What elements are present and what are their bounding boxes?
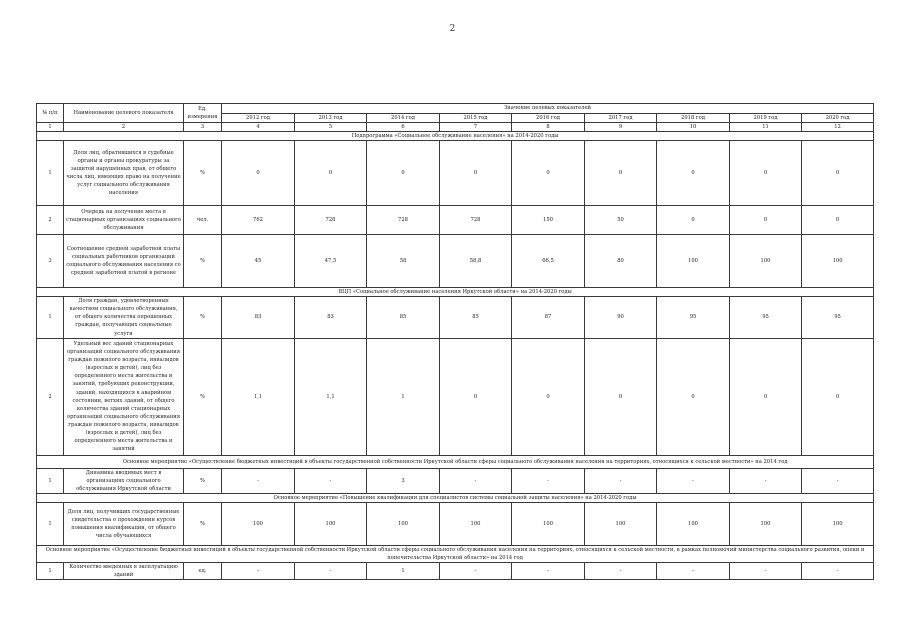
indicator-value: 83 [222, 297, 295, 338]
indicator-value: 0 [440, 338, 512, 455]
indicator-value: 762 [222, 206, 295, 235]
indicator-value: - [440, 562, 512, 579]
row-number: 1 [37, 562, 64, 579]
table-row [37, 338, 874, 455]
header-year: 2014 год [367, 114, 440, 123]
indicators-table [36, 103, 874, 580]
header-year: 2018 год [657, 114, 730, 123]
indicator-value: 45 [222, 235, 295, 288]
section-header-row [37, 455, 874, 468]
indicator-value: 95 [730, 297, 802, 338]
table-row [37, 502, 874, 545]
indicator-value: 66,5 [512, 235, 585, 288]
indicator-value: 1 [367, 562, 440, 579]
indicator-value: 100 [657, 502, 730, 545]
row-number: 1 [37, 141, 64, 206]
section-header-row [37, 288, 874, 297]
indicator-value: 95 [657, 297, 730, 338]
indicator-value: - [585, 468, 657, 493]
indicator-value: 0 [367, 141, 440, 206]
indicator-value: 50 [585, 206, 657, 235]
indicator-value: 0 [585, 141, 657, 206]
section-header-row [37, 132, 874, 141]
indicator-unit: % [184, 141, 222, 206]
indicator-value: 0 [657, 206, 730, 235]
indicator-value: 83 [295, 297, 367, 338]
indicator-value: - [585, 562, 657, 579]
indicator-value: 58,8 [440, 235, 512, 288]
indicator-value: 728 [295, 206, 367, 235]
table-row [37, 141, 874, 206]
indicator-value: 0 [512, 141, 585, 206]
column-number: 7 [440, 123, 512, 132]
row-number: 1 [37, 502, 64, 545]
indicator-value: - [512, 468, 585, 493]
indicator-value: 100 [367, 502, 440, 545]
row-number: 1 [37, 468, 64, 493]
indicator-value: - [730, 468, 802, 493]
indicator-name: Количество введенных в эксплуатацию зданий [64, 562, 184, 579]
indicator-value: 100 [440, 502, 512, 545]
header-year: 2017 год [585, 114, 657, 123]
column-number: 8 [512, 123, 585, 132]
indicator-name: Динамика вводимых мест в организациях социального обслуживания Иркутской области [64, 468, 184, 493]
indicator-value: 0 [440, 141, 512, 206]
column-number: 3 [184, 123, 222, 132]
column-number: 9 [585, 123, 657, 132]
row-number: 1 [37, 297, 64, 338]
header-unit: Ед. измерения [184, 104, 222, 123]
section-title: Основное мероприятие «Повышение квалификации для специалистов системы социальной защиты населения» на 2014-2020 годы [37, 493, 874, 502]
indicator-value: 100 [657, 235, 730, 288]
column-number: 11 [730, 123, 802, 132]
section-title: Основное мероприятие «Осуществление бюджетных инвестиций в объекты государственной собственности Иркутской области сферы социального обслуживания населения на территориях, относящихся к сельской местности, в рамках полномочий министерства социального развития, опеки и попечительства Иркутской области» на 2014 год [37, 545, 874, 562]
indicator-value: 0 [730, 206, 802, 235]
column-number: 5 [295, 123, 367, 132]
indicator-value: 58 [367, 235, 440, 288]
table-row [37, 206, 874, 235]
column-number: 6 [367, 123, 440, 132]
indicator-value: 1,1 [295, 338, 367, 455]
indicator-value: 0 [222, 141, 295, 206]
row-number: 2 [37, 206, 64, 235]
indicator-unit: % [184, 338, 222, 455]
indicator-value: 0 [585, 338, 657, 455]
indicator-value: - [512, 562, 585, 579]
header-year: 2020 год [802, 114, 874, 123]
header-year: 2015 год [440, 114, 512, 123]
column-number: 1 [37, 123, 64, 132]
table-row [37, 562, 874, 579]
indicator-value: 0 [802, 141, 874, 206]
table-row [37, 235, 874, 288]
indicator-value: 100 [585, 502, 657, 545]
header-year: 2013 год [295, 114, 367, 123]
indicator-value: 1,1 [222, 338, 295, 455]
indicator-value: - [440, 468, 512, 493]
indicator-value: 100 [730, 235, 802, 288]
column-number: 4 [222, 123, 295, 132]
indicator-value: 100 [802, 235, 874, 288]
indicator-name: Доля лиц, обратившихся в судебные органы и органы прокуратуры за защитой нарушенных прав, от общего числа лиц, имеющих право на получение услуг социального обслуживания населения [64, 141, 184, 206]
indicator-value: 85 [440, 297, 512, 338]
indicator-name: Доля лиц, получивших государственные свидетельства о прохождении курсов повышения квалификации, от общего числа обучающихся [64, 502, 184, 545]
section-title: Основное мероприятие «Осуществление бюджетных инвестиций в объекты государственной собственности Иркутской области сферы социального обслуживания населения на территориях, относящихся к сельской местности» на 2014 год [37, 455, 874, 468]
indicator-value: 0 [802, 206, 874, 235]
indicator-value: 0 [657, 141, 730, 206]
indicator-value: 0 [802, 338, 874, 455]
column-number: 12 [802, 123, 874, 132]
header-values-group: Значение целевых показателей [222, 104, 874, 114]
header-year: 2019 год [730, 114, 802, 123]
indicator-value: - [802, 468, 874, 493]
indicator-unit: % [184, 297, 222, 338]
indicator-value: 95 [802, 297, 874, 338]
indicator-value: 100 [512, 502, 585, 545]
column-numbers-row [37, 123, 874, 132]
indicator-value: - [295, 468, 367, 493]
table-row [37, 297, 874, 338]
indicator-unit: чел. [184, 206, 222, 235]
indicator-value: - [222, 562, 295, 579]
indicator-value: - [730, 562, 802, 579]
row-number: 3 [37, 235, 64, 288]
indicator-value: 47,5 [295, 235, 367, 288]
indicator-value: 85 [367, 297, 440, 338]
indicator-value: 80 [585, 235, 657, 288]
section-header-row [37, 493, 874, 502]
indicator-value: 3 [367, 468, 440, 493]
indicator-value: 100 [222, 502, 295, 545]
indicator-name: Соотношение средней заработной платы социальных работников организаций социального обслуживания населения со средней заработной платой в регионе [64, 235, 184, 288]
header-row [37, 104, 874, 114]
indicator-unit: % [184, 235, 222, 288]
indicator-name: Доля граждан, удовлетворенных качеством социального обслуживания, от общего количества опрошенных граждан, получающих социальные услуги [64, 297, 184, 338]
indicator-value: 728 [367, 206, 440, 235]
indicator-value: 87 [512, 297, 585, 338]
indicator-value: 0 [295, 141, 367, 206]
header-number: № п/п [37, 104, 64, 123]
indicator-name: Очередь на получение места в стационарных организациях социального обслуживания [64, 206, 184, 235]
indicator-value: 100 [730, 502, 802, 545]
indicator-value: 100 [295, 502, 367, 545]
indicator-value: 0 [730, 141, 802, 206]
indicator-unit: ед. [184, 562, 222, 579]
indicator-unit: % [184, 502, 222, 545]
indicator-value: 1 [367, 338, 440, 455]
table-row [37, 468, 874, 493]
header-indicator-name: Наименование целевого показателя [64, 104, 184, 123]
indicator-value: 0 [657, 338, 730, 455]
page-number: 2 [449, 24, 456, 34]
column-number: 10 [657, 123, 730, 132]
indicator-value: - [802, 562, 874, 579]
indicator-name: Удельный вес зданий стационарных организаций социального обслуживания граждан пожилого возраста, инвалидов (взрослых и детей), лиц без определенного места жительства и занятий, требующих реконструкции, зданий, находящихся в аварийном состоянии, ветхих зданий, от общего количества зданий стационарных организаций социального обслуживания граждан пожилого возраста, инвалидов (взрослых и детей), лиц без определенного места жительства и занятий [64, 338, 184, 455]
section-title: Подпрограмма «Социальное обслуживание населения» на 2014-2020 годы [37, 132, 874, 141]
section-header-row [37, 545, 874, 562]
indicator-value: - [657, 562, 730, 579]
indicator-value: 90 [585, 297, 657, 338]
indicator-value: 0 [512, 338, 585, 455]
column-number: 2 [64, 123, 184, 132]
indicator-value: 150 [512, 206, 585, 235]
header-year: 2016 год [512, 114, 585, 123]
header-year: 2012 год [222, 114, 295, 123]
indicator-value: - [222, 468, 295, 493]
row-number: 2 [37, 338, 64, 455]
indicator-value: 728 [440, 206, 512, 235]
indicator-value: 100 [802, 502, 874, 545]
indicator-value: - [657, 468, 730, 493]
section-title: ВЦП «Социальное обслуживание населения Иркутской области» на 2014-2020 годы [37, 288, 874, 297]
indicator-unit: % [184, 468, 222, 493]
indicator-value: 0 [730, 338, 802, 455]
indicator-value: - [295, 562, 367, 579]
